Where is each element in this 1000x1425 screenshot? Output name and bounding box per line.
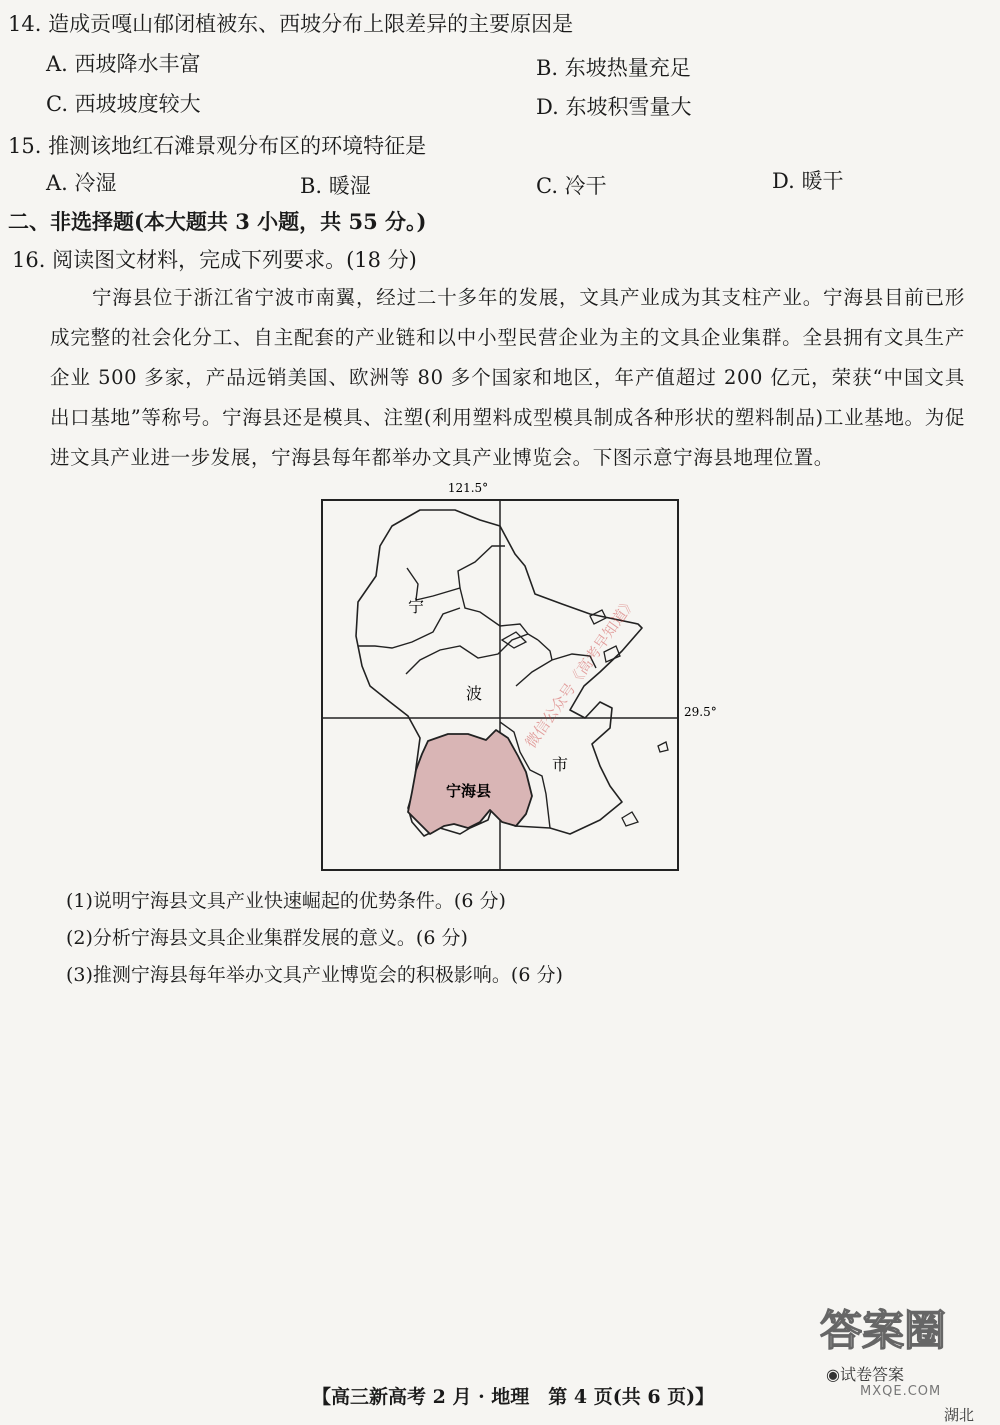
q14-option-c: C. 西坡坡度较大 [46,92,201,116]
q15-stem: 15. 推测该地红石滩景观分布区的环境特征是 [8,134,427,158]
island [658,742,668,752]
island [622,812,638,826]
q15-option-d: D. 暖干 [772,169,844,193]
q15-option-a: A. 冷湿 [46,171,117,195]
q16-material-paragraph: 宁海县位于浙江省宁波市南翼，经过二十多年的发展，文具产业成为其支柱产业。宁海县目前已形成完整的社会化分工、自主配套的产业链和以中小型民营企业为主的文具企业集群。全县拥有文具生产企业 500 多家，产品远销美国、欧洲等 80 多个国家和地区，年产值超过 200 亿元，荣获“中国文具出口基地”等称号。宁海县还是模具、注塑(利用塑料成型模具制成各种形状的塑料制品)工业基地。为促进文具产业进一步发展，宁海县每年都举办文具产业博览会。下图示意宁海县地理位置。 [50,286,965,469]
logo-watermark-url: MXQE.COM [860,1384,942,1399]
red-stamp-watermark: 微信公众号《高考早知道》 [521,593,640,752]
label-ning: 宁 [408,597,425,616]
label-shi: 市 [552,755,569,774]
logo-watermark-top: 答案圈 [820,1306,947,1355]
longitude-label: 121.5° [447,481,489,495]
district-boundary [538,640,552,660]
label-bo: 波 [466,684,483,703]
district-boundary [458,546,505,588]
section-heading: 二、非选择题(本大题共 3 小题，共 55 分。) [8,209,427,234]
q16-stem: 16. 阅读图文材料，完成下列要求。(18 分) [12,248,417,272]
q16-subquestion-1: (1)说明宁海县文具产业快速崛起的优势条件。(6 分) [66,890,506,912]
page-footer: 【高三新高考 2 月 · 地理 第 4 页(共 6 页)】 [312,1386,715,1408]
district-boundary [406,634,528,674]
latitude-label: 29.5° [684,705,717,719]
district-boundary [407,568,538,640]
logo-watermark-region: 湖北 [944,1406,975,1424]
q14-option-b: B. 东坡热量充足 [536,56,691,80]
label-ninghai-county: 宁海县 [446,782,492,800]
q14-stem: 14. 造成贡嘎山郁闭植被东、西坡分布上限差异的主要原因是 [8,12,574,36]
logo-watermark-mid: ◉试卷答案 [826,1365,904,1384]
q15-option-b: B. 暖湿 [300,174,371,198]
ninghai-location-map [300,476,720,876]
q16-subquestion-3: (3)推测宁海县每年举办文具产业博览会的积极影响。(6 分) [66,964,563,986]
q14-option-a: A. 西坡降水丰富 [46,52,201,76]
wechat-icon: ◉ [826,1365,840,1384]
q14-option-d: D. 东坡积雪量大 [536,95,692,119]
q15-option-c: C. 冷干 [536,174,607,198]
q16-subquestion-2: (2)分析宁海县文具企业集群发展的意义。(6 分) [66,927,468,949]
